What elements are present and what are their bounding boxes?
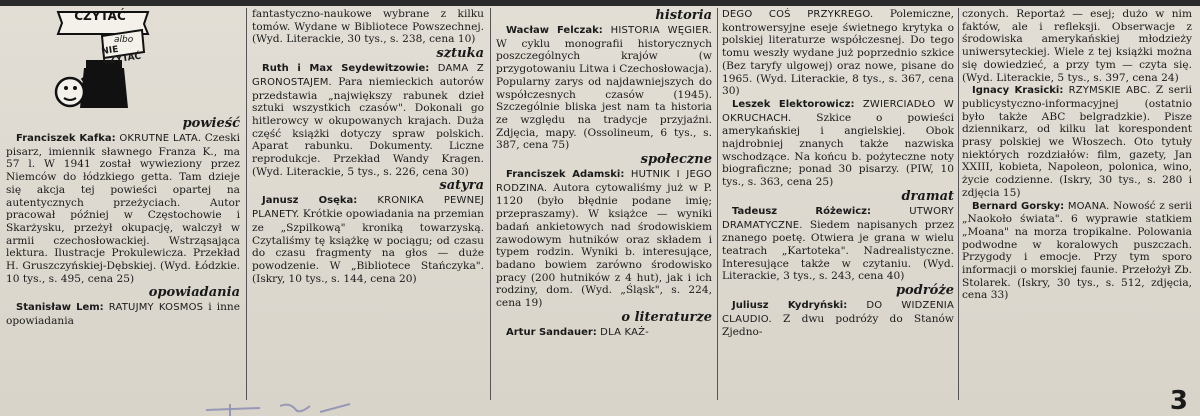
entry-text: Polemiczne, kontrowersyjne eseje świetnego krytyka o polskiej literaturze współczesnej. Do tego tomu weszły wydane już poprzednio szkice (Bez taryfy ulgowej) oraz nowe, pisane do 1965. (Wyd. Literackie, 8 tys., s. 367, cena 30) [722, 8, 954, 98]
continued-entry [722, 8, 954, 98]
entry-author: Artur Sandauer: [506, 326, 597, 338]
entry-author: Leszek Elektorowicz: [732, 98, 855, 110]
entry-author: Franciszek Kafka: [16, 133, 116, 144]
entry-text: Czeski pisarz, imiennik sławnego Franza K., ma 57 l. W 1941 został wywieziony przez Niemców do łódzkiego getta. Tam dzieje się akcja tej powieści opartej na autentycznych przeżyciach. Autor pracował później w Częstochowie i Skarżysku, przeżył okupację, walczył w armii czechosłowackiej. Wstrząsająca lektura. Ilustracje Prokulewicza. Przekład H. Gruszczyńskiej-Dębskiej. (Wyd. Łódzkie. 10 tys., s. 495, cena 25) [6, 132, 240, 285]
entry-title: KRONIKA PEWNEJ PLANETY. [252, 195, 484, 221]
entry-oseka [252, 194, 484, 285]
category-powiesc: powieść [182, 116, 240, 131]
category-sztuka: sztuka [436, 46, 484, 62]
category-historia: historia [655, 8, 712, 23]
entry-title: DLA KAŻ- [600, 326, 649, 338]
category-opowiadania: opowiadania [148, 285, 240, 301]
logo-line-3: NIE CZYTAĆ [100, 44, 142, 67]
column-divider [958, 8, 959, 400]
entry-author: Franciszek Adamski: [506, 169, 625, 181]
entry-title: UTWORY DRAMATYCZNE. [722, 205, 954, 231]
entry-title: MOANA. [1067, 200, 1110, 212]
entry-author: Wacław Felczak: [506, 25, 603, 36]
entry-author: Juliusz Kydryński: [732, 300, 848, 312]
entry-text: W cyklu monografii historycznych poszczególnych krajów (w przygotowaniu Litwa i Czechosłowacja). Popularny zarys od najdawniejszych do współczesnych czasów (1945). Szczególnie bliska jest nam ta historia ze względu na tradycje przyjaźni. Zdjęcia, mapy. (Ossolineum, 6 tys., s. 387, cena 75) [496, 37, 712, 152]
entry-title: RATUJMY KOSMOS [108, 302, 204, 314]
entry-text: Z dwu podróży do Stanów Zjedno- [722, 312, 954, 339]
entry-text: Szkice o powieści amerykańskiej i angielskiej. Obok najdrobniej znanych także nazwiska wschodzące. Na końcu b. pożyteczne noty biograficzne; ponad 30 pisarzy. (PIW, 10 tys., s. 363, cena 25) [722, 111, 954, 189]
column-3 [496, 8, 712, 408]
category-satyra: satyra [439, 178, 484, 194]
column-4 [722, 8, 954, 408]
entry-text: Nowość z serii „Naokoło świata". 6 wyprawie statkiem „Moana" na morza tropikalne. Polowania podwodne w koralowych puszczach. Przygody i emocje. Przy tym sporo informacji o morskiej faunie. Przełożył Zb. Stolarek. (Iskry, 30 tys., s. 512, zdjęcia, cena 33) [962, 199, 1192, 302]
category-podroze: podróże [895, 283, 954, 299]
entry-gorsky [962, 200, 1192, 303]
page-number: 3 [1169, 386, 1188, 416]
column-1 [6, 8, 240, 408]
entry-krasicki [962, 84, 1192, 199]
entry-adamski [496, 168, 712, 310]
entry-seydewitz [252, 62, 484, 178]
entry-rozewicz [722, 205, 954, 283]
entry-lem [6, 301, 240, 327]
entry-author: Ignacy Krasicki: [972, 85, 1064, 97]
ink-stamp-mark-icon [200, 400, 420, 416]
entry-title: OKRUTNE LATA. [119, 133, 202, 144]
column-5 [962, 8, 1192, 408]
entry-felczak [496, 24, 712, 152]
category-o-literaturze: o literaturze [621, 309, 712, 325]
entry-author: Tadeusz Różewicz: [732, 205, 871, 217]
category-spoleczne: społeczne [640, 152, 712, 168]
entry-text: Autora cytowaliśmy już w P. 1120 (było błędnie podane imię; przepraszamy). W książce — wyniki badań ankietowych nad środowiskiem zawodowym hutników oraz składem i typem rodzin. Wyniki b. interesujące, badano bowiem zarówno środowisko pracy (200 hutników z 4 hut), jak i ich rodziny, dom. (Wyd. „Śląsk", s. 224, cena 19) [496, 181, 712, 310]
entry-title: ZWIERCIADŁO W OKRUCHACH. [722, 98, 954, 124]
column-divider [717, 8, 718, 400]
logo-line-2: albo [114, 35, 134, 45]
logo-line-1: CZYTAĆ [74, 9, 126, 23]
entry-author: Stanisław Lem: [16, 302, 104, 314]
logo-text [52, 10, 148, 23]
column-2 [252, 8, 484, 408]
entry-text: Para niemieckich autorów przedstawia „największy rabunek dzieł sztuki wszystkich czasów". Dokonali go hitlerowcy w okupowanych krajach. Duża część książki dotyczy spraw polskich. Aparat rabunku. Dokumenty. Liczne reprodukcje. Przekład Wandy Kragen. (Wyd. Literackie, 5 tys., s. 226, cena 30) [252, 75, 484, 178]
entry-text: Krótkie opowiadania na przemian ze „Szpilkową" kroniką towarzyską. Czytaliśmy tę książkę w pociągu; od czasu do czasu fragmenty na głos — duże powodzenie. W „Bibliotece Stańczyka". (Iskry, 10 tys., s. 144, cena 20) [252, 208, 484, 285]
czytac-logo [44, 8, 162, 116]
entry-author: Janusz Osęka: [262, 195, 358, 207]
top-border [0, 0, 1200, 6]
entry-title: DEGO COŚ PRZYKREGO. [722, 9, 874, 20]
entry-sandauer [496, 326, 712, 340]
entry-text: i inne opowiadania [6, 301, 240, 328]
entry-title: HUTNIK I JEGO RODZINA. [496, 169, 712, 194]
entry-author: Bernard Gorsky: [972, 200, 1065, 212]
continued-text: fantastyczno-naukowe wybrane z kilku tomów. Wydane w Bibliotece Powszechnej. (Wyd. Literackie, 30 tys., s. 238, cena 10) [252, 8, 484, 46]
entry-kydrynski [722, 299, 954, 339]
entry-text: Siedem napisanych przez znanego poetę. Otwiera je grana w wielu teatrach „Kartoteka". Nadrealistyczne. Interesujące także w czytaniu. (Wyd. Literackie, 3 tys., s. 243, cena 40) [722, 218, 954, 283]
entry-title: DAMA Z GRONOSTAJEM. [252, 63, 484, 88]
entry-title: HISTORIA WĘGIER. [610, 25, 712, 36]
entry-text: Z serii publicystyczno-informacyjnej (ostatnio było także ABC belgradzkie). Pisze dziennikarz, od kilku lat korespondent prasy polskiej we Włoszech. Oto tytuły niektórych rozdziałów: film, gazety, Jan XXIII, kobieta, Napoleon, polonica, wino, życie codzienne. (Iskry, 30 tys., s. 280 i zdjęcia 15) [962, 84, 1192, 199]
continued-text: czonych. Reportaż — esej; dużo w nim faktów, ale i refleksji. Obserwacje z środowiska amerykańskiej młodzieży uniwersyteckiej. Wiele z tej książki można się dowiedzieć, a przy tym — czyta się. (Wyd. Literackie, 5 tys., s. 397, cena 24) [962, 8, 1192, 84]
entry-title: RZYMSKIE ABC. [1068, 85, 1151, 97]
entry-kafka [6, 132, 240, 285]
entry-elektorowicz [722, 98, 954, 189]
entry-title: DO WIDZENIA CLAUDIO. [722, 300, 954, 325]
column-divider [246, 8, 247, 400]
category-dramat: dramat [901, 188, 954, 204]
entry-author: Ruth i Max Seydewitzowie: [262, 63, 430, 75]
column-divider [490, 8, 491, 400]
